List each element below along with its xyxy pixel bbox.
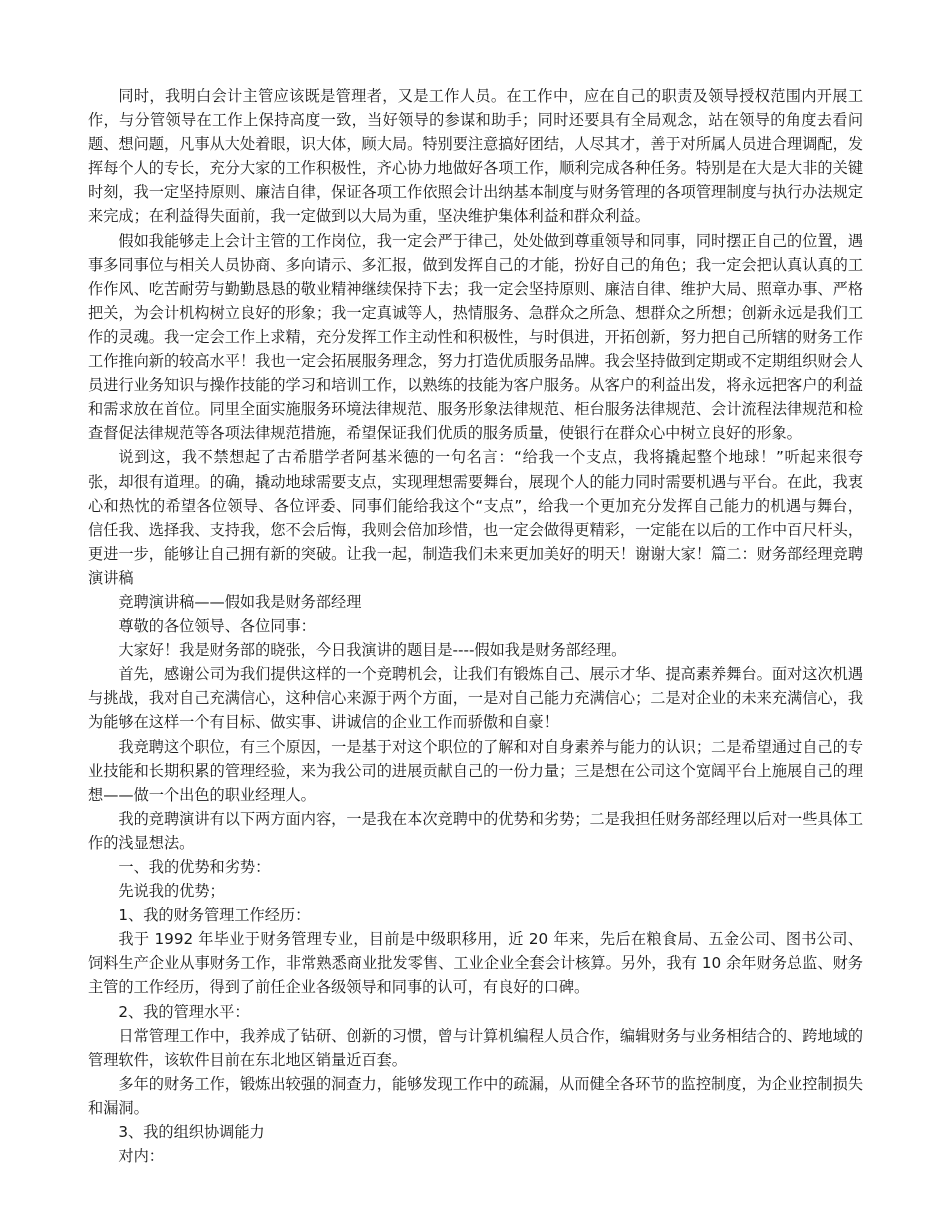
subheading-coordination: 3、我的组织协调能力 (118, 1123, 265, 1142)
paragraph-internal: 对内： (118, 1147, 164, 1166)
strengths-intro: 先说我的优势； (118, 882, 225, 901)
paragraph-leader-role: 同时，我明白会计主管应该既是管理者，又是工作人员。在工作中，应在自己的职责及领导授权范围内开展工作，与分管领导在工作上保持高度一致，当好领导的参谋和助手；同时还要具有全局观念，站在领导的角度去看问题、想问题，凡事从大处着眼，识大体，顾大局。特别要注意搞好团结，人尽其才，善于对所属人员进合理调配，发挥每个人的专长，充分大家的工作积极性，齐心协力地做好各项工作，顺利完成各种任务。特别是在大是大非的关键时刻，我一定坚持原则、廉洁自律，保证各项工作依照会计出纳基本制度与财务管理的各项管理制度与执行办法规定来完成；在利益得失面前，我一定做到以大局为重，坚决维护集体利益和群众利益。 (88, 87, 863, 226)
paragraph-self-discipline: 假如我能够走上会计主管的工作岗位，我一定会严于律己，处处做到尊重领导和同事，同时摆正自己的位置，遇事多同事位与相关人员协商、多向请示、多汇报，做到发挥自己的才能，扮好自己的角色；我一定会把认真认真的工作作风、吃苦耐劳与勤勤恳恳的敬业精神继续保持下去；我一定会坚持原则、廉洁自律、维护大局、照章办事、严格把关，为会计机构树立良好的形象；我一定真诚等人，热情服务、急群众之所急、想群众之所想；创新永远是我们工作的灵魂。我一定会工作上求精，充分发挥工作主动性和积极性，与时俱进，开拓创新，努力把自己所辖的财务工作工作推向新的较高水平！我也一定会拓展服务理念，努力打造优质服务品牌。我会坚持做到定期或不定期组织财会人员进行业务知识与操作技能的学习和培训工作，以熟练的技能为客户服务。从客户的利益出发，将永远把客户的利益和需求放在首位。同里全面实施服务环境法律规范、服务形象法律规范、柜台服务法律规范、会计流程法律规范和检查督促法律规范等各项法律规范措施，希望保证我们优质的服务质量，使银行在群众心中树立良好的形象。 (88, 231, 863, 443)
section-heading-strengths: 一、我的优势和劣势： (118, 858, 271, 876)
salutation: 尊敬的各位领导、各位同事： (118, 617, 316, 636)
subheading-experience: 1、我的财务管理工作经历： (118, 906, 311, 925)
document-body (88, 84, 863, 1168)
greeting: 大家好！我是财务部的晓张，今日我演讲的题目是----假如我是财务部经理。 (118, 641, 627, 660)
subheading-management: 2、我的管理水平： (118, 1002, 250, 1021)
paragraph-reasons: 我竞聘这个职位，有三个原因，一是基于对这个职位的了解和对自身素养与能力的认识；二是希望通过自己的专业技能和长期积累的管理经验，来为我公司的进展贡献自己的一份力量；三是想在公司这个宽阔平台上施展自己的理想——做一个出色的职业经理人。 (88, 737, 863, 804)
speech-title: 竞聘演讲稿——假如我是财务部经理 (118, 592, 362, 611)
paragraph-archimedes-closing: 说到这，我不禁想起了古希腊学者阿基米德的一句名言：“给我一个支点，我将撬起整个地球！”听起来很夸张，却很有道理。的确，撬动地球需要支点，实现理想需要舞台，展现个人的能力同时需要机遇与平台。在此，我衷心和热忱的希望各位领导、各位评委、同事们能给我这个“支点”，给我一个更加充分发挥自己能力的机遇与舞台，信任我、选择我、支持我，您不会后悔，我则会倍加珍惜，也一定会做得更精彩，一定能在以后的工作中百尺杆头，更进一步，能够让自己拥有新的突破。让我一起，制造我们未来更加美好的明天！谢谢大家！篇二：财务部经理竞聘演讲稿 (88, 448, 863, 587)
paragraph-experience: 我于 1992 年毕业于财务管理专业，目前是中级职移用，近 20 年来，先后在粮食局、五金公司、图书公司、饲料生产企业从事财务工作，非常熟悉商业批发零售、工业企业全套会计核算。另外，我有 10 余年财务总监、财务主管的工作经历，得到了前任企业各级领导和同事的认可，有良好的口碑。 (88, 930, 863, 997)
paragraph-management-software: 日常管理工作中，我养成了钻研、创新的习惯，曾与计算机编程人员合作，编辑财务与业务相结合的、跨地域的管理软件，该软件目前在东北地区销量近百套。 (88, 1026, 863, 1069)
paragraph-insight: 多年的财务工作，锻炼出较强的洞查力，能够发现工作中的疏漏，从而健全各环节的监控制度，为企业控制损失和漏洞。 (88, 1074, 863, 1117)
paragraph-thanks: 首先，感谢公司为我们提供这样的一个竞聘机会，让我们有锻炼自己、展示才华、提高素养舞台。面对这次机遇与挑战，我对自己充满信心，这种信心来源于两个方面，一是对自己能力充满信心；二是对企业的未来充满信心，我为能够在这样一个有目标、做实事、讲诚信的企业工作而骄傲和自豪！ (88, 665, 863, 732)
paragraph-outline: 我的竞聘演讲有以下两方面内容，一是我在本次竞聘中的优势和劣势；二是我担任财务部经理以后对一些具体工作的浅显想法。 (88, 809, 863, 852)
